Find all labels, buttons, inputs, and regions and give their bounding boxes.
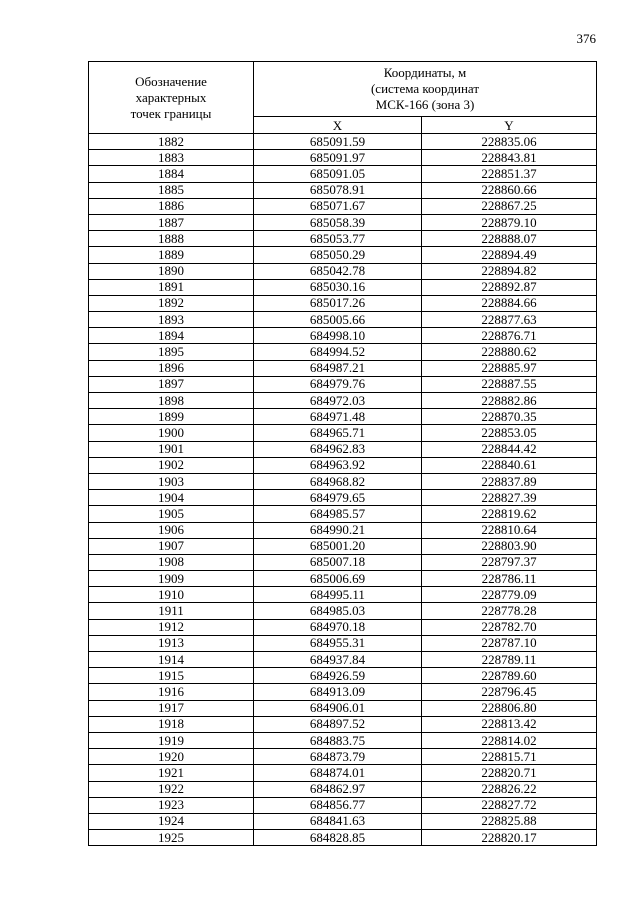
table-row (89, 830, 597, 846)
point-number-cell: 1908 (89, 554, 254, 570)
x-coordinate-cell: 684970.18 (254, 619, 422, 635)
table-row (89, 749, 597, 765)
y-coordinate-cell: 228827.72 (422, 797, 597, 813)
y-coordinate-cell: 228884.66 (422, 295, 597, 311)
x-coordinate-cell: 684841.63 (254, 813, 422, 829)
x-coordinate-cell: 684883.75 (254, 732, 422, 748)
point-number-cell: 1899 (89, 409, 254, 425)
y-coordinate-cell: 228814.02 (422, 732, 597, 748)
point-number-cell: 1920 (89, 749, 254, 765)
table-row (89, 603, 597, 619)
points-column-header (89, 62, 254, 134)
y-coordinate-cell: 228882.86 (422, 393, 597, 409)
y-coordinate-cell: 228803.90 (422, 538, 597, 554)
y-coordinate-cell: 228885.97 (422, 360, 597, 376)
y-coordinate-cell: 228894.49 (422, 247, 597, 263)
x-coordinate-cell: 685091.97 (254, 150, 422, 166)
point-number-cell: 1898 (89, 393, 254, 409)
point-number-cell: 1889 (89, 247, 254, 263)
point-number-cell: 1925 (89, 830, 254, 846)
y-coordinate-cell: 228851.37 (422, 166, 597, 182)
table-row (89, 473, 597, 489)
x-column-header: X (254, 117, 422, 134)
table-row (89, 182, 597, 198)
y-coordinate-cell: 228819.62 (422, 506, 597, 522)
y-coordinate-cell: 228837.89 (422, 473, 597, 489)
y-coordinate-cell: 228867.25 (422, 198, 597, 214)
table-row (89, 506, 597, 522)
x-coordinate-cell: 685058.39 (254, 214, 422, 230)
point-number-cell: 1924 (89, 813, 254, 829)
x-coordinate-cell: 685091.59 (254, 134, 422, 150)
x-coordinate-cell: 685042.78 (254, 263, 422, 279)
table-row (89, 522, 597, 538)
x-coordinate-cell: 684990.21 (254, 522, 422, 538)
table-row (89, 376, 597, 392)
table-row (89, 571, 597, 587)
y-coordinate-cell: 228810.64 (422, 522, 597, 538)
point-number-cell: 1923 (89, 797, 254, 813)
page-number: 376 (576, 31, 596, 46)
x-coordinate-cell: 685030.16 (254, 279, 422, 295)
points-header-line: характерных (135, 89, 207, 105)
x-coordinate-cell: 684937.84 (254, 652, 422, 668)
table-row (89, 797, 597, 813)
x-coordinate-cell: 684971.48 (254, 409, 422, 425)
x-coordinate-cell: 684972.03 (254, 393, 422, 409)
table-row (89, 328, 597, 344)
table-row (89, 344, 597, 360)
table-row (89, 312, 597, 328)
x-coordinate-cell: 684998.10 (254, 328, 422, 344)
table-row (89, 393, 597, 409)
table-row (89, 134, 597, 150)
point-number-cell: 1882 (89, 134, 254, 150)
point-number-cell: 1886 (89, 198, 254, 214)
x-coordinate-cell: 684862.97 (254, 781, 422, 797)
y-column-header: Y (422, 117, 597, 134)
table-row (89, 150, 597, 166)
point-number-cell: 1911 (89, 603, 254, 619)
point-number-cell: 1904 (89, 490, 254, 506)
y-coordinate-cell: 228894.82 (422, 263, 597, 279)
point-number-cell: 1887 (89, 214, 254, 230)
y-coordinate-cell: 228876.71 (422, 328, 597, 344)
table-row (89, 441, 597, 457)
point-number-cell: 1918 (89, 716, 254, 732)
table-body (89, 134, 597, 846)
table-row (89, 652, 597, 668)
y-coordinate-cell: 228787.10 (422, 635, 597, 651)
x-coordinate-cell: 684913.09 (254, 684, 422, 700)
points-header-line: точек границы (130, 105, 212, 121)
y-coordinate-cell: 228853.05 (422, 425, 597, 441)
y-coordinate-cell: 228844.42 (422, 441, 597, 457)
point-number-cell: 1921 (89, 765, 254, 781)
point-number-cell: 1916 (89, 684, 254, 700)
y-coordinate-cell: 228877.63 (422, 312, 597, 328)
table-row (89, 732, 597, 748)
point-number-cell: 1884 (89, 166, 254, 182)
table-row (89, 279, 597, 295)
y-coordinate-cell: 228789.60 (422, 668, 597, 684)
point-number-cell: 1912 (89, 619, 254, 635)
x-coordinate-cell: 685071.67 (254, 198, 422, 214)
point-number-cell: 1905 (89, 506, 254, 522)
y-coordinate-cell: 228806.80 (422, 700, 597, 716)
coords-header-line: МСК-166 (зона 3) (375, 97, 475, 112)
point-number-cell: 1883 (89, 150, 254, 166)
y-coordinate-cell: 228860.66 (422, 182, 597, 198)
coords-header-line: (система координат (370, 81, 480, 96)
y-coordinate-cell: 228813.42 (422, 716, 597, 732)
table-row (89, 765, 597, 781)
x-coordinate-cell: 684828.85 (254, 830, 422, 846)
point-number-cell: 1902 (89, 457, 254, 473)
table-row (89, 409, 597, 425)
point-number-cell: 1910 (89, 587, 254, 603)
table-row (89, 813, 597, 829)
point-number-cell: 1890 (89, 263, 254, 279)
x-coordinate-cell: 684897.52 (254, 716, 422, 732)
table-row (89, 538, 597, 554)
point-number-cell: 1917 (89, 700, 254, 716)
y-coordinate-cell: 228887.55 (422, 376, 597, 392)
y-coordinate-cell: 228835.06 (422, 134, 597, 150)
x-coordinate-cell: 684962.83 (254, 441, 422, 457)
table-row (89, 231, 597, 247)
x-coordinate-cell: 684963.92 (254, 457, 422, 473)
y-coordinate-cell: 228843.81 (422, 150, 597, 166)
table-header (89, 62, 597, 134)
table-row (89, 635, 597, 651)
point-number-cell: 1919 (89, 732, 254, 748)
x-coordinate-cell: 684985.57 (254, 506, 422, 522)
table-row (89, 360, 597, 376)
y-coordinate-cell: 228840.61 (422, 457, 597, 473)
point-number-cell: 1906 (89, 522, 254, 538)
y-coordinate-cell: 228892.87 (422, 279, 597, 295)
y-coordinate-cell: 228779.09 (422, 587, 597, 603)
points-header-line: Обозначение (135, 73, 207, 89)
point-number-cell: 1885 (89, 182, 254, 198)
table-row (89, 490, 597, 506)
x-coordinate-cell: 684873.79 (254, 749, 422, 765)
x-coordinate-cell: 684987.21 (254, 360, 422, 376)
x-coordinate-cell: 685001.20 (254, 538, 422, 554)
x-coordinate-cell: 685006.69 (254, 571, 422, 587)
x-coordinate-cell: 685007.18 (254, 554, 422, 570)
x-coordinate-cell: 684985.03 (254, 603, 422, 619)
y-coordinate-cell: 228797.37 (422, 554, 597, 570)
table-row (89, 700, 597, 716)
table-row (89, 214, 597, 230)
y-coordinate-cell: 228782.70 (422, 619, 597, 635)
table-row (89, 457, 597, 473)
point-number-cell: 1903 (89, 473, 254, 489)
point-number-cell: 1922 (89, 781, 254, 797)
table-row (89, 668, 597, 684)
point-number-cell: 1914 (89, 652, 254, 668)
table-row (89, 166, 597, 182)
y-coordinate-cell: 228778.28 (422, 603, 597, 619)
table-row (89, 425, 597, 441)
x-coordinate-cell: 684994.52 (254, 344, 422, 360)
point-number-cell: 1909 (89, 571, 254, 587)
point-number-cell: 1888 (89, 231, 254, 247)
coordinates-column-header (254, 62, 597, 117)
x-coordinate-cell: 684856.77 (254, 797, 422, 813)
x-coordinate-cell: 685078.91 (254, 182, 422, 198)
x-coordinate-cell: 684955.31 (254, 635, 422, 651)
point-number-cell: 1891 (89, 279, 254, 295)
point-number-cell: 1900 (89, 425, 254, 441)
x-coordinate-cell: 684906.01 (254, 700, 422, 716)
x-coordinate-cell: 685053.77 (254, 231, 422, 247)
x-coordinate-cell: 684926.59 (254, 668, 422, 684)
y-coordinate-cell: 228827.39 (422, 490, 597, 506)
table-row (89, 716, 597, 732)
point-number-cell: 1895 (89, 344, 254, 360)
table-row (89, 554, 597, 570)
table-row (89, 198, 597, 214)
table-row (89, 587, 597, 603)
x-coordinate-cell: 684968.82 (254, 473, 422, 489)
coordinates-table (88, 61, 597, 846)
point-number-cell: 1915 (89, 668, 254, 684)
point-number-cell: 1896 (89, 360, 254, 376)
y-coordinate-cell: 228815.71 (422, 749, 597, 765)
point-number-cell: 1892 (89, 295, 254, 311)
y-coordinate-cell: 228880.62 (422, 344, 597, 360)
y-coordinate-cell: 228786.11 (422, 571, 597, 587)
x-coordinate-cell: 685050.29 (254, 247, 422, 263)
y-coordinate-cell: 228888.07 (422, 231, 597, 247)
table-row (89, 684, 597, 700)
x-coordinate-cell: 685005.66 (254, 312, 422, 328)
table-row (89, 247, 597, 263)
y-coordinate-cell: 228825.88 (422, 813, 597, 829)
x-coordinate-cell: 684965.71 (254, 425, 422, 441)
y-coordinate-cell: 228879.10 (422, 214, 597, 230)
x-coordinate-cell: 684979.65 (254, 490, 422, 506)
table-row (89, 619, 597, 635)
x-coordinate-cell: 684995.11 (254, 587, 422, 603)
point-number-cell: 1894 (89, 328, 254, 344)
coords-header-line: Координаты, м (383, 65, 467, 80)
x-coordinate-cell: 685017.26 (254, 295, 422, 311)
x-coordinate-cell: 684874.01 (254, 765, 422, 781)
y-coordinate-cell: 228789.11 (422, 652, 597, 668)
y-coordinate-cell: 228826.22 (422, 781, 597, 797)
x-coordinate-cell: 684979.76 (254, 376, 422, 392)
point-number-cell: 1897 (89, 376, 254, 392)
table-row (89, 263, 597, 279)
point-number-cell: 1907 (89, 538, 254, 554)
table-row (89, 781, 597, 797)
point-number-cell: 1913 (89, 635, 254, 651)
point-number-cell: 1901 (89, 441, 254, 457)
y-coordinate-cell: 228820.71 (422, 765, 597, 781)
y-coordinate-cell: 228870.35 (422, 409, 597, 425)
y-coordinate-cell: 228796.45 (422, 684, 597, 700)
table-row (89, 295, 597, 311)
x-coordinate-cell: 685091.05 (254, 166, 422, 182)
y-coordinate-cell: 228820.17 (422, 830, 597, 846)
point-number-cell: 1893 (89, 312, 254, 328)
